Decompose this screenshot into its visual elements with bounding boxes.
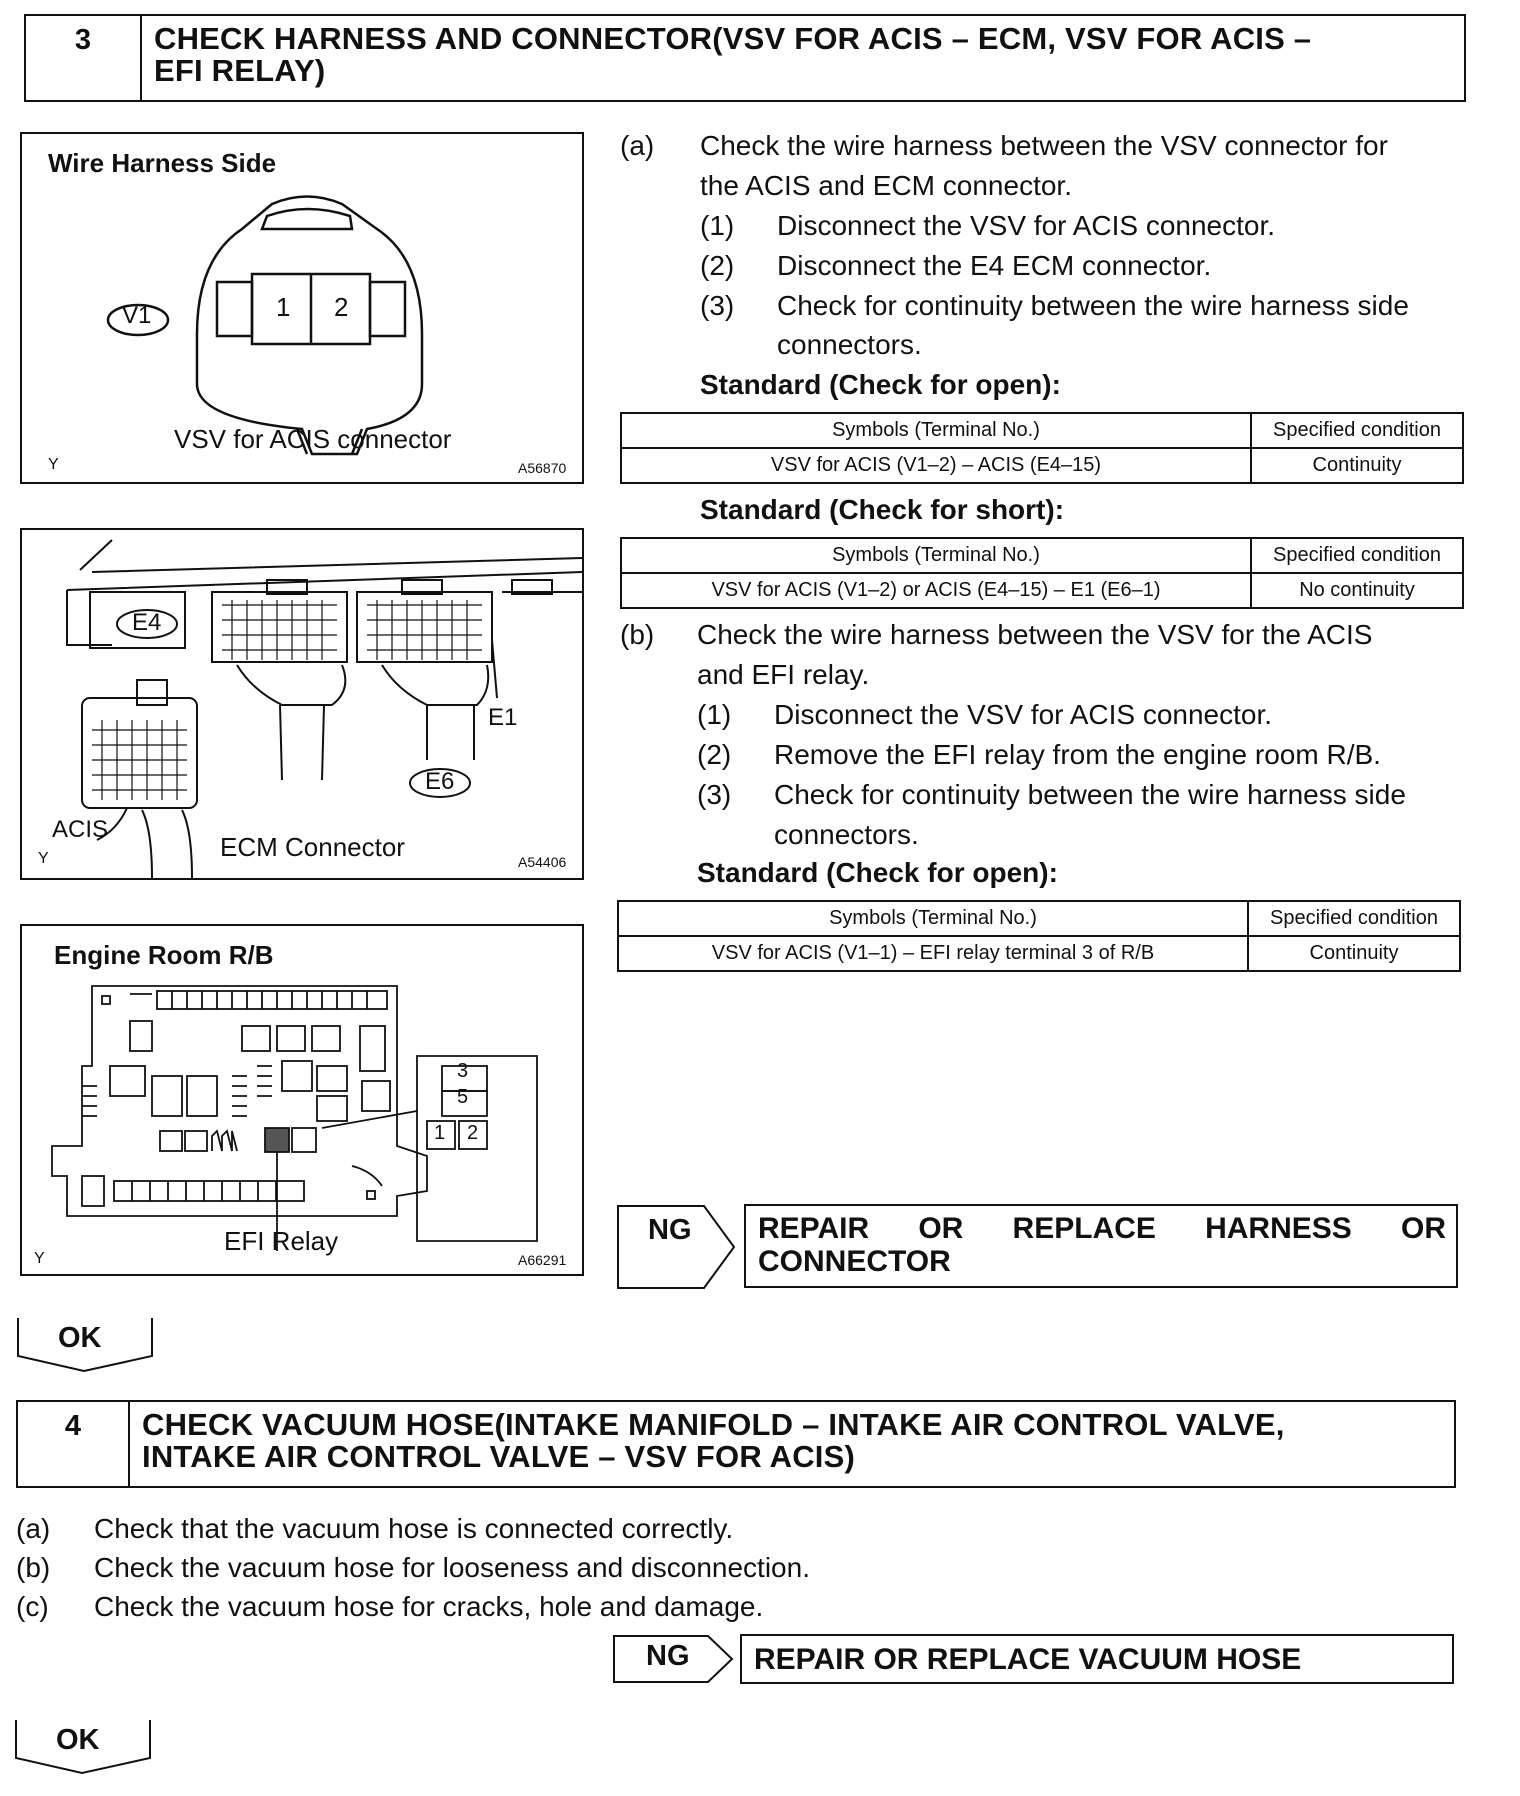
step4-title [130,1402,1454,1486]
step3-title-line1: CHECK HARNESS AND CONNECTOR(VSV FOR ACIS – ECM, VSV FOR ACIS – [154,21,1312,56]
table-cell: No continuity [1251,573,1463,608]
figure-engine-room-rb [20,924,584,1276]
std-open-heading-b: Standard (Check for open): [697,857,1058,888]
figure-ref: A66291 [518,1252,567,1268]
relay-terminal-1: 1 [434,1122,446,1144]
table-cell: Continuity [1248,936,1460,971]
step3-b-text-line2: and EFI relay. [697,659,870,690]
ng-action-line2: CONNECTOR [758,1245,951,1278]
step4-title-line2: INTAKE AIR CONTROL VALVE – VSV FOR ACIS) [142,1439,856,1474]
step3-title-line2: EFI RELAY) [154,53,326,88]
table-header: Symbols (Terminal No.) [621,413,1251,448]
spec-table-short [620,537,1464,609]
step4-item-marker: (c) [16,1591,49,1622]
step4-item-marker: (b) [16,1552,51,1583]
figure-ecm-connector [20,528,584,880]
step4-item-marker: (a) [16,1513,51,1544]
table-header: Specified condition [1251,413,1463,448]
step3-a-step1-num: (1) [700,210,735,241]
table-header: Specified condition [1251,538,1463,573]
figure-vsv-connector [20,132,584,484]
std-short-heading: Standard (Check for short): [700,494,1065,525]
step3-b-step1-num: (1) [697,699,732,730]
step3-b-step2-num: (2) [697,739,732,770]
e1-label: E1 [488,704,518,731]
figure-caption: ECM Connector [220,832,405,862]
table-cell: VSV for ACIS (V1–2) or ACIS (E4–15) – E1 (E6–1) [621,573,1251,608]
relay-block-drawing [22,926,582,1274]
figure-corner: Y [38,850,49,867]
pin2-label: 2 [334,292,349,322]
table-header: Symbols (Terminal No.) [621,538,1251,573]
e4-label: E4 [132,609,162,636]
figure-ref: A56870 [518,460,567,476]
step4-title-line1: CHECK VACUUM HOSE(INTAKE MANIFOLD – INTAKE AIR CONTROL VALVE, [142,1407,1285,1442]
figure-ref: A54406 [518,854,567,870]
step3-a-text-line1: Check the wire harness between the VSV connector for [700,130,1388,161]
figure-caption: VSV for ACIS connector [174,424,452,454]
step3-number: 3 [26,16,142,100]
step4-item-text: Check the vacuum hose for cracks, hole and damage. [94,1591,764,1622]
pin1-label: 1 [276,292,291,322]
figure-corner: Y [34,1250,45,1267]
ng-action-box-step4 [740,1634,1454,1684]
spec-table-open [620,412,1464,484]
table-cell: Continuity [1251,448,1463,483]
figure-caption: EFI Relay [224,1226,339,1256]
step3-b-step1-text: Disconnect the VSV for ACIS connector. [774,699,1273,730]
step3-a-text-line2: the ACIS and ECM connector. [700,170,1072,201]
e6-label: E6 [425,768,455,795]
figure-corner: Y [48,456,59,473]
step3-header [24,14,1466,102]
ok-label-step4: OK [56,1724,100,1756]
step3-a-step2-text: Disconnect the E4 ECM connector. [777,250,1212,281]
step3-a-step2-num: (2) [700,250,735,281]
step4-header [16,1400,1456,1488]
ng-action-line1 [758,1212,1446,1245]
std-open-heading: Standard (Check for open): [700,369,1061,400]
step3-b-step3-num: (3) [697,779,732,810]
figure-title: Engine Room R/B [54,940,274,970]
figure-title: Wire Harness Side [48,148,277,178]
ng-action-word: REPLACE [1012,1212,1156,1245]
spec-table-open-b [617,900,1461,972]
relay-terminal-3: 3 [457,1060,469,1082]
table-header: Specified condition [1248,901,1460,936]
step3-title [142,16,1464,100]
step3-b-step3-cont: connectors. [774,819,919,850]
ng-action-box [744,1204,1458,1288]
relay-terminal-2: 2 [467,1122,479,1144]
ng-label: NG [648,1214,692,1246]
step3-b-step2-text: Remove the EFI relay from the engine room R/B. [774,739,1381,770]
ng-action-word: OR [918,1212,964,1245]
step3-a-step3-num: (3) [700,290,735,321]
step4-item-text: Check that the vacuum hose is connected correctly. [94,1513,734,1544]
step4-number: 4 [18,1402,130,1486]
relay-terminal-5: 5 [457,1086,469,1108]
acis-label: ACIS [52,816,109,843]
ng-action-word: REPAIR [758,1212,870,1245]
step3-b-marker: (b) [620,619,655,650]
table-header: Symbols (Terminal No.) [618,901,1248,936]
ng-label-step4: NG [646,1640,690,1672]
step4-item-text: Check the vacuum hose for looseness and disconnection. [94,1552,810,1583]
v1-label: V1 [122,302,152,329]
ok-label: OK [58,1322,102,1354]
step3-b-step3-text: Check for continuity between the wire harness side [774,779,1406,810]
ng-action-word: OR [1401,1212,1446,1245]
step3-a-step3-text: Check for continuity between the wire harness side [777,290,1409,321]
step3-b-text-line1: Check the wire harness between the VSV for the ACIS [697,619,1373,650]
table-cell: VSV for ACIS (V1–1) – EFI relay terminal 3 of R/B [618,936,1248,971]
step3-a-marker: (a) [620,130,655,161]
table-cell: VSV for ACIS (V1–2) – ACIS (E4–15) [621,448,1251,483]
ng-action-word: HARNESS [1205,1212,1352,1245]
step3-a-step3-cont: connectors. [777,329,922,360]
ng-action-step4: REPAIR OR REPLACE VACUUM HOSE [754,1643,1302,1676]
step3-a-step1-text: Disconnect the VSV for ACIS connector. [777,210,1276,241]
